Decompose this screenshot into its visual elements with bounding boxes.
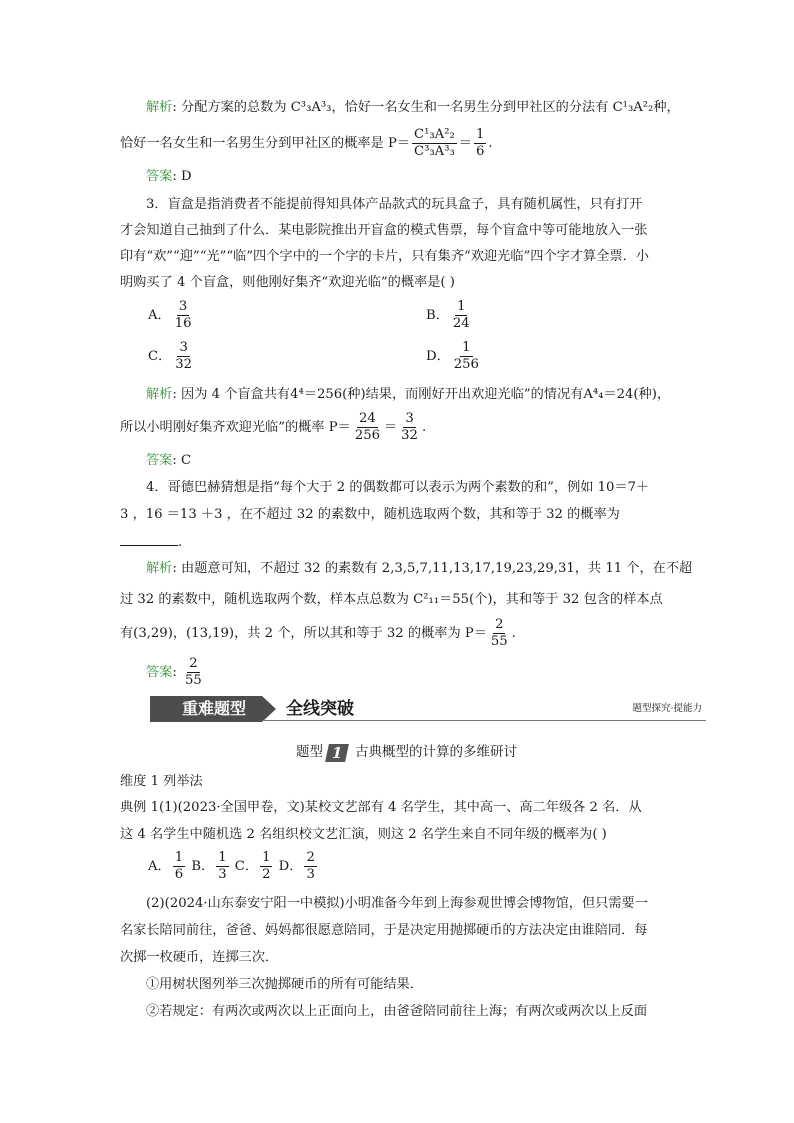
p4-end: . [511,626,516,641]
ex1-option-a-letter: A． [148,859,171,874]
ex1-option-c-num: 1 [262,850,271,865]
q4-line1: 4．哥德巴赫猜想是指“每个大于 2 的偶数都可以表示为两个素数的和”，例如 10＝7＋ [146,480,650,495]
a4-den: 55 [185,673,202,688]
p1-line1 [146,98,680,118]
q3-option-c-den: 32 [175,357,193,372]
p4-line3 [120,618,516,649]
p3-end: . [421,420,427,435]
banner-arrow-shape [262,696,276,722]
q3-option-d-frac [452,341,481,372]
banner-tag: 题型探究·提能力 [632,703,702,714]
q3-option-b-num: 1 [457,299,466,314]
p3-line2 [120,412,426,443]
q3-option-b-den: 24 [452,316,470,331]
q3-option-c [148,341,196,372]
q3-option-c-num: 3 [179,340,188,355]
ex1-line1: 典例 1(1)(2023·全国甲卷，文)某校文艺部有 4 名学生，其中高一、高二年级各 2 名．从 [120,800,642,815]
banner-rule [262,720,706,721]
p4-f-num: 2 [495,617,504,632]
topic-title [296,742,517,762]
p1-fraction-1 [412,128,457,159]
a3-line [146,451,191,471]
ex1-option-c-frac [260,851,272,882]
ex1-option-d-num: 2 [306,850,315,865]
q3-option-c-frac [173,341,194,372]
q3-option-a [148,300,196,331]
ex1-options [148,851,319,882]
a4-fraction [183,657,204,688]
a1-label: 答案 [146,169,173,184]
p1-fraction-2 [474,128,486,159]
ex1-option-a-den: 6 [174,867,184,882]
p1-f2-den: 6 [475,144,485,159]
ex1-option-b-num: 1 [218,850,227,865]
ex1-option-b-frac [216,851,228,882]
p1-f2-num: 1 [475,127,485,142]
ex2-item2: ②若规定：有两次或两次以上正面向上，由爸爸陪同前往上海；有两次或两次以上反面 [146,1004,648,1019]
ex1-option-d-letter: D． [278,859,303,874]
topic-number-badge: 1 [325,744,349,762]
ex2-line1: (2)(2024·山东泰安宁阳一中模拟)小明准备今年到上海参观世博会博物馆，但只需要一 [146,896,648,911]
q3-option-b-letter: B． [426,308,449,323]
a4-colon: : [172,665,182,680]
q4-line3-end: . [178,535,183,550]
section-banner [150,696,706,722]
q3-option-d-den: 256 [453,357,479,372]
p3-text1: : 因为 4 个盲盒共有4⁴＝256(种)结果，而刚好开出欢迎光临”的情况有A⁴₄＝24(种)， [172,387,671,402]
ex2-item1: ①用树状图列举三次抛掷硬币的所有可能结果． [146,977,423,992]
p4-text3: 有(3,29)，(13,19)，共 2 个，所以其和等于 32 的概率为 P＝ [120,626,487,641]
p4-label: 解析 [146,561,173,576]
a4-line [146,657,206,688]
p3-f2-num: 3 [405,411,414,426]
ex2-line3: 次掷一枚硬币，连掷三次． [120,950,279,965]
p4-line1 [146,559,692,579]
ex1-option-a-frac [173,851,185,882]
p3-text2: 所以小明刚好集齐欢迎光临”的概率 P＝ [120,420,351,435]
q3-option-b-frac [451,300,472,331]
p3-eq: ＝ [383,420,398,435]
q3-option-d [426,341,483,372]
ex2-line2: 名家长陪同前往，爸爸、妈妈都很愿意陪同，于是决定用抛掷硬币的方法决定由谁陪同．每 [120,923,648,938]
topic-title-text: 古典概型的计算的多维研讨 [355,744,517,760]
banner-main-title: 全线突破 [286,699,354,719]
ex1-option-d-den: 3 [306,867,315,882]
q3-line2: 才会知道自己抽到了什么．某电影院推出开盲盒的模式售票，每个盲盒中等可能地放入一张 [120,223,648,238]
p4-fraction [489,618,510,649]
q3-option-d-num: 1 [462,340,471,355]
a4-num: 2 [189,656,198,671]
ex1-option-b-den: 3 [218,867,227,882]
topic-pre: 题型 [296,744,323,760]
p1-f1-num: C¹₃A²₂ [414,127,455,142]
ex1-option-b-letter: B． [191,859,215,874]
p1-label: 解析 [146,100,173,115]
q3-line4: 明购买了 4 个盲盒，则他刚好集齐“欢迎光临”的概率是( ) [120,275,455,290]
q3-option-a-frac [173,300,194,331]
q3-option-d-letter: D． [426,349,450,364]
p4-text1: : 由题意可知，不超过 32 的素数有 2,3,5,7,11,13,17,19,23,29,31，共 11 个，在不超 [172,561,693,576]
dimension-heading: 维度 1 列举法 [120,774,203,789]
q4-line2: 3 ，16 ＝13 ＋3 ，在不超过 32 的素数中，随机选取两个数，其和等于 32 的概率为 [120,507,620,522]
p3-f2-den: 32 [401,428,418,443]
p3-line1 [146,385,670,405]
q3-option-a-letter: A． [148,308,171,323]
p1-text1: : 分配方案的总数为 C³₃A³₃，恰好一名女生和一名男生分到甲社区的分法有 C¹₃A²₂种， [172,100,680,115]
ex1-option-d-frac [304,851,316,882]
ex1-option-c-letter: C． [234,859,259,874]
p1-line2 [120,128,493,159]
p3-fraction-1 [353,412,382,443]
a4-label: 答案 [146,665,173,680]
p1-text2: 恰好一名女生和一名男生分到甲社区的概率是 P＝ [120,136,411,151]
q3-line1: 3．盲盒是指消费者不能提前得知具体产品款式的玩具盒子，具有随机属性，只有打开 [146,197,643,212]
a3-value: : C [172,453,192,468]
q4-line3 [120,533,182,553]
answer-blank [120,545,178,546]
p3-fraction-2 [399,412,420,443]
ex1-option-c-den: 2 [262,867,271,882]
a1-value: : D [172,169,192,184]
p3-label: 解析 [146,387,173,402]
p3-f1-den: 256 [354,428,380,443]
a3-label: 答案 [146,453,173,468]
banner-left-label: 重难题型 [150,696,262,722]
p4-f-den: 55 [490,634,508,649]
ex1-line2: 这 4 名学生中随机选 2 名组织校文艺汇演，则这 2 名学生来自不同年级的概率为( ) [120,827,607,842]
q3-option-a-num: 3 [178,299,188,314]
q3-option-c-letter: C． [148,349,172,364]
q3-option-b [426,300,474,331]
q3-option-a-den: 16 [174,316,192,331]
q3-line3: 印有“欢”“迎”“光”“临”四个字中的一个字的卡片，只有集齐“欢迎光临”四个字才算全票．小 [120,249,649,264]
p1-f1-den: C³₃A³₃ [414,144,455,159]
p3-f1-num: 24 [359,411,376,426]
p1-end: . [488,136,493,151]
a1-line [146,167,192,187]
ex1-option-a-num: 1 [174,850,184,865]
p1-eq: ＝ [458,136,472,151]
p4-line2: 过 32 的素数中，随机选取两个数，样本点总数为 C²₁₁＝55(个)，其和等于 32 包含的样本点 [120,592,663,607]
